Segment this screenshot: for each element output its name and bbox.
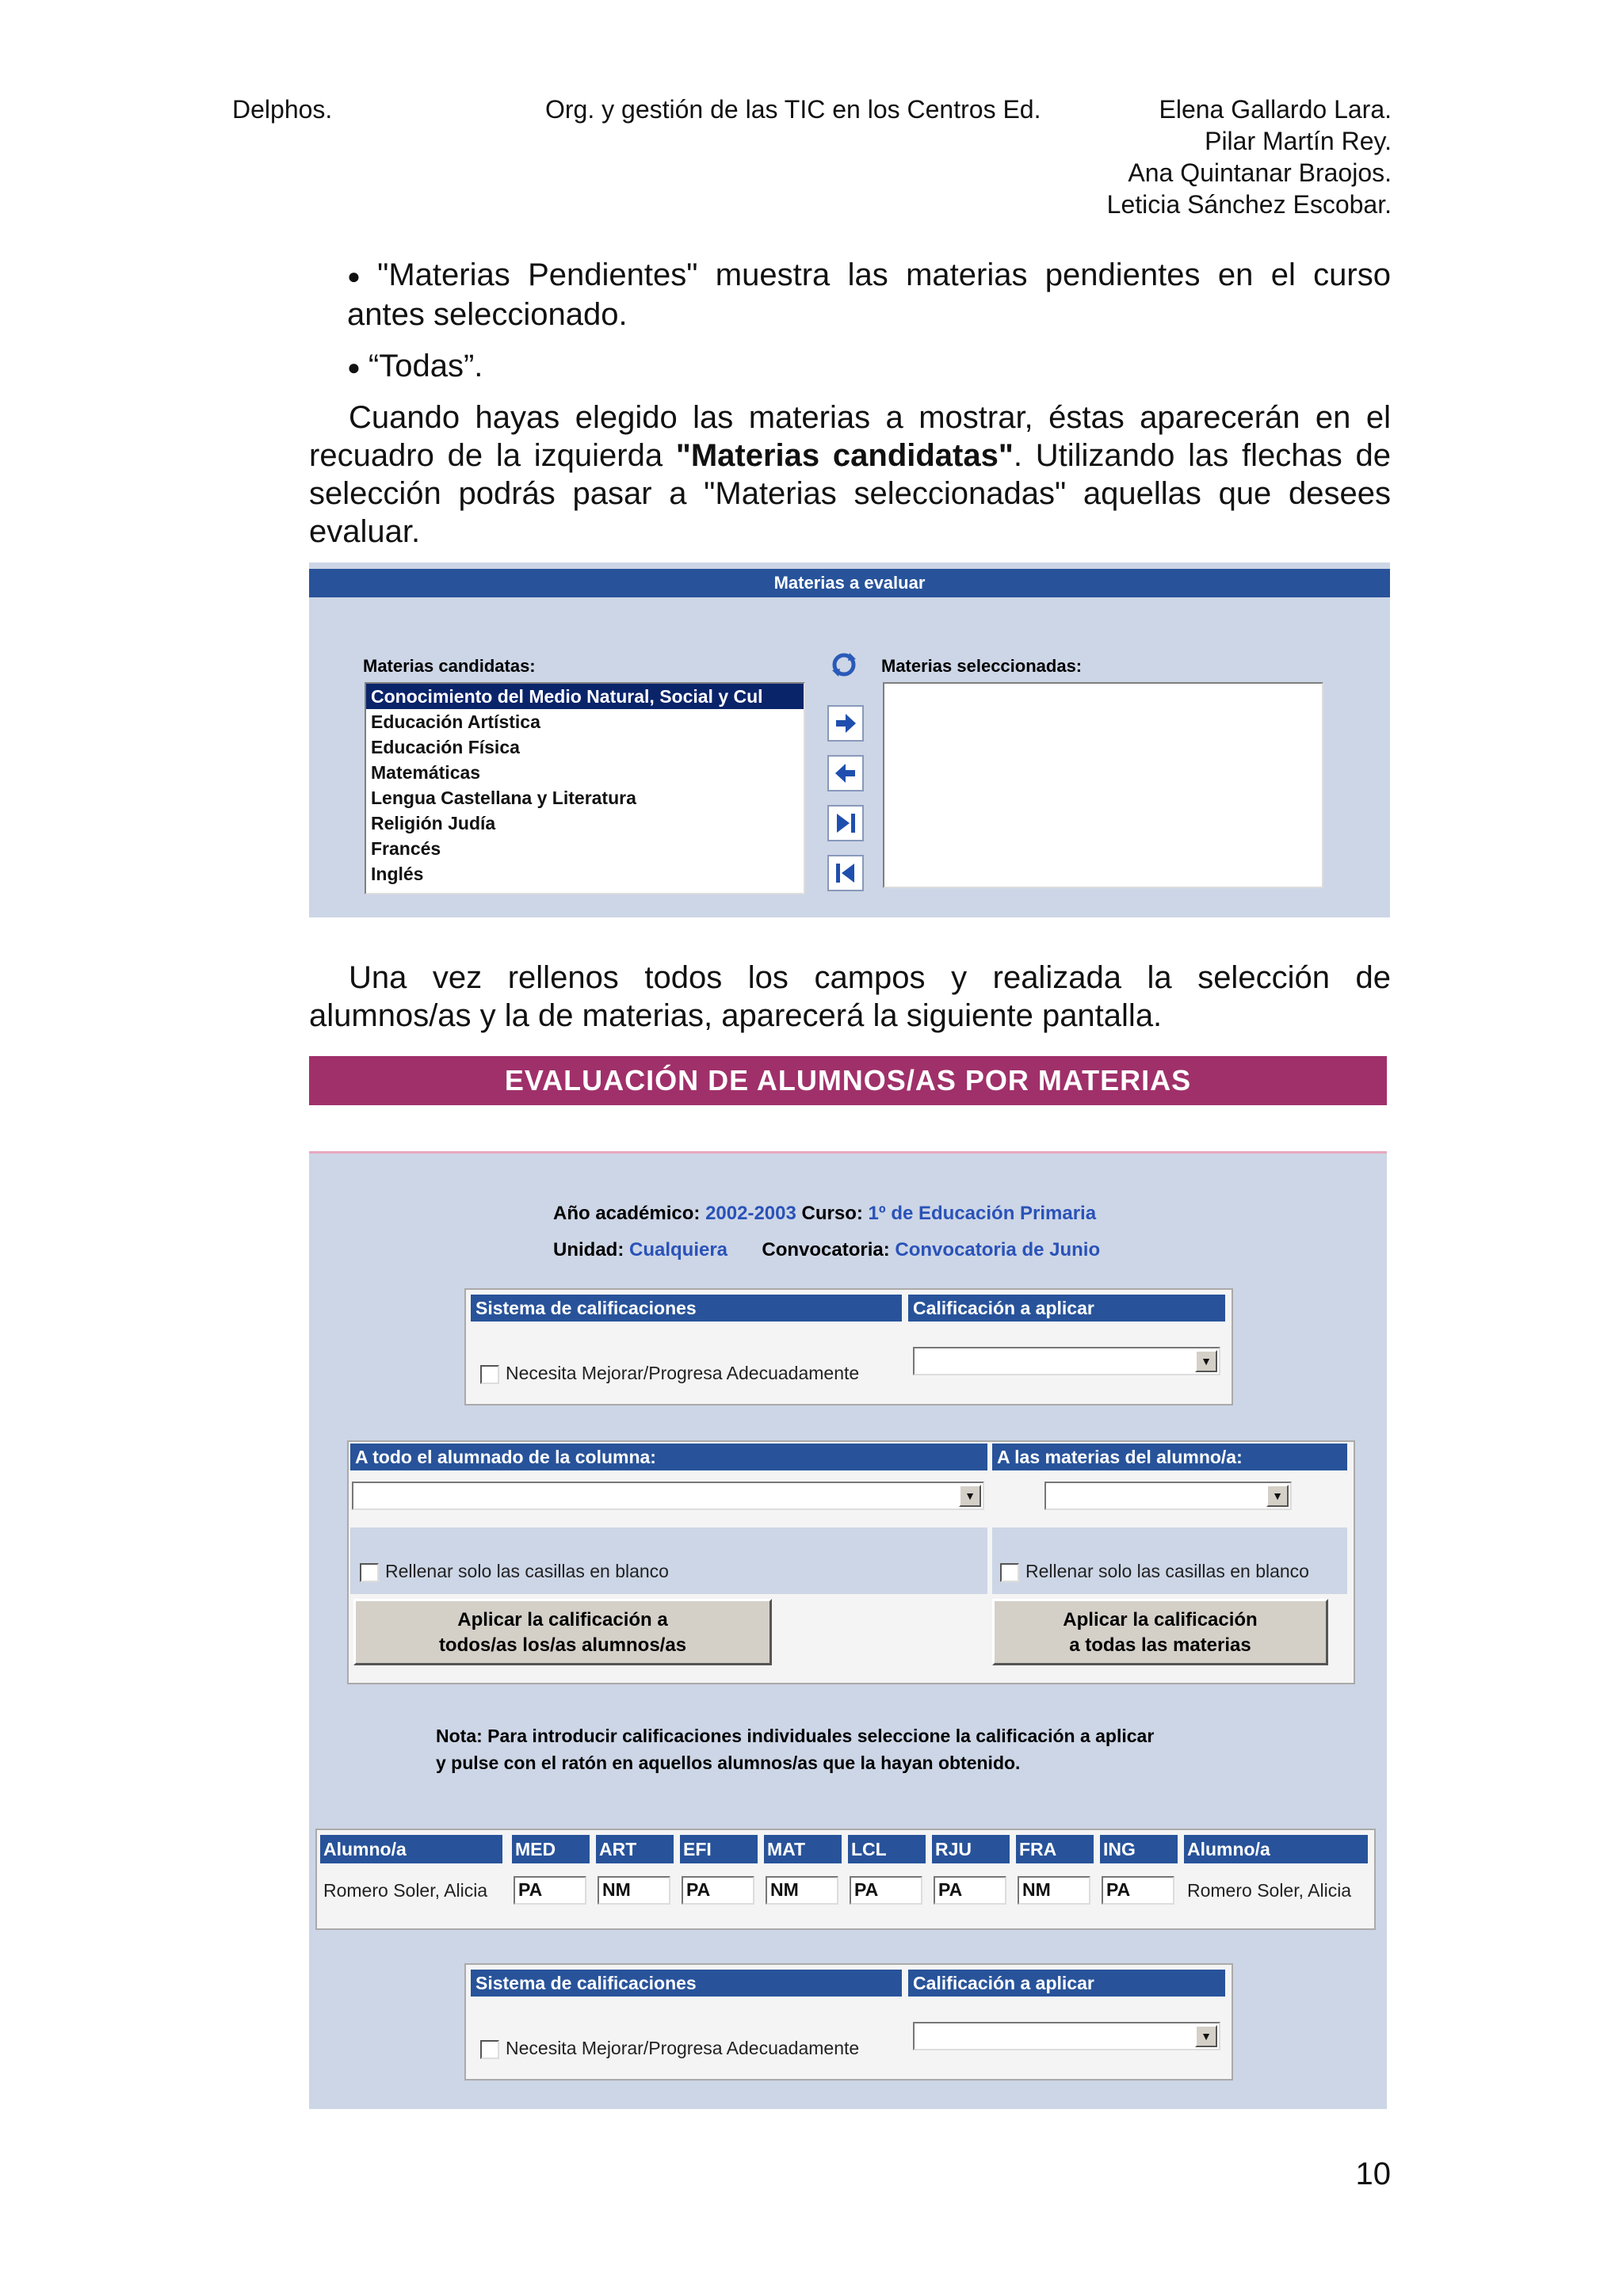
grid-header-lcl: LCL <box>848 1835 926 1863</box>
skip-left-icon <box>834 861 857 885</box>
columna-header: A todo el alumnado de la columna: <box>350 1444 987 1470</box>
chevron-down-icon[interactable]: ▼ <box>1195 2025 1217 2047</box>
info-row-2: Unidad: Cualquiera Convocatoria: Convocatoria de Junio <box>553 1239 1101 1261</box>
nota: Nota: Para introducir calificaciones individuales seleccione la calificación a aplicar y pulse con el ratón en aquellos alumnos/as que la hayan obtenido. <box>436 1726 1155 1773</box>
list-item[interactable]: Conocimiento del Medio Natural, Social y Cul <box>366 684 804 709</box>
grid-header-fra: FRA <box>1016 1835 1094 1863</box>
calificacion-select[interactable] <box>913 2022 1220 2050</box>
list-item[interactable]: Matemáticas <box>371 762 481 783</box>
info-row-1: Año académico: 2002-2003 Curso: 1º de Educación Primaria <box>553 1203 1097 1224</box>
columna-select[interactable] <box>352 1482 984 1510</box>
move-left-button[interactable] <box>827 755 864 791</box>
list-item[interactable]: Inglés <box>371 864 424 884</box>
panel-title: Materias a evaluar <box>309 569 1390 597</box>
aplicar-box <box>347 1440 1355 1684</box>
list-item[interactable]: Lengua Castellana y Literatura <box>371 788 636 808</box>
grade-efi[interactable]: PA <box>682 1876 754 1905</box>
sistema-header: Sistema de calificaciones <box>471 1970 902 1997</box>
move-all-right-button[interactable] <box>827 805 864 841</box>
calificaciones-grid <box>315 1829 1376 1930</box>
grid-header-alumno-right: Alumno/a <box>1184 1835 1368 1863</box>
grade-med[interactable]: PA <box>514 1876 586 1905</box>
header-left: Delphos. <box>232 95 333 124</box>
rellenar-alumno-checkbox-row[interactable]: Rellenar solo las casillas en blanco <box>1000 1561 1309 1582</box>
necesita-checkbox[interactable] <box>480 1365 499 1384</box>
sistema-calificaciones-box-bottom <box>464 1963 1233 2081</box>
grid-header-art: ART <box>596 1835 674 1863</box>
necesita-checkbox[interactable] <box>480 2040 499 2059</box>
necesita-checkbox-row[interactable]: Necesita Mejorar/Progresa Adecuadamente <box>480 1363 859 1384</box>
skip-right-icon <box>834 811 857 835</box>
evaluacion-title: EVALUACIÓN DE ALUMNOS/AS POR MATERIAS <box>309 1056 1387 1105</box>
arrow-right-icon <box>834 711 857 735</box>
student-name-right: Romero Soler, Alicia <box>1184 1871 1368 1909</box>
aplicar-materias-button[interactable]: Aplicar la calificación a todas las materias <box>992 1599 1328 1665</box>
grid-header-med: MED <box>512 1835 590 1863</box>
grid-header-efi: EFI <box>680 1835 758 1863</box>
candidatas-label: Materias candidatas: <box>363 656 536 676</box>
rellenar-columna-checkbox-row[interactable]: Rellenar solo las casillas en blanco <box>360 1561 669 1582</box>
bullet-todas: ● “Todas”. <box>347 349 483 383</box>
grade-rju[interactable]: PA <box>934 1876 1006 1905</box>
materias-a-evaluar-panel <box>309 563 1390 917</box>
rellenar-columna-checkbox[interactable] <box>360 1563 379 1582</box>
calificacion-header: Calificación a aplicar <box>908 1970 1225 1997</box>
evaluacion-screen <box>309 1056 1387 2107</box>
grade-mat[interactable]: NM <box>766 1876 838 1905</box>
list-item[interactable]: Educación Física <box>371 737 520 757</box>
grade-fra[interactable]: NM <box>1018 1876 1090 1905</box>
grid-header-ing: ING <box>1100 1835 1178 1863</box>
list-item[interactable]: Educación Artística <box>371 711 540 732</box>
paragraph-siguiente-pantalla: Una vez rellenos todos los campos y realizada la selección de alumnos/as y la de materias, aparecerá la siguiente pantalla. <box>309 960 1391 1033</box>
evaluacion-panel <box>309 1151 1387 2109</box>
chevron-down-icon[interactable]: ▼ <box>959 1485 981 1507</box>
author-2: Pilar Martín Rey. <box>1205 127 1392 155</box>
paragraph-materias-candidatas: Cuando hayas elegido las materias a mostrar, éstas aparecerán en el recuadro de la izquierda "Materias candidatas". Utilizando las flechas de selección podrás pasar a "Materias seleccionadas" aquellas que desees evaluar. <box>309 400 1392 549</box>
materias-alumno-select[interactable] <box>1044 1482 1292 1510</box>
grade-art[interactable]: NM <box>598 1876 670 1905</box>
arrow-left-icon <box>834 761 857 785</box>
header-authors <box>1107 93 1392 220</box>
materias-alumno-header: A las materias del alumno/a: <box>992 1444 1347 1470</box>
grade-lcl[interactable]: PA <box>850 1876 922 1905</box>
chevron-down-icon[interactable]: ▼ <box>1195 1350 1217 1372</box>
list-item[interactable]: Francés <box>371 838 441 859</box>
seleccionadas-listbox[interactable] <box>883 682 1323 888</box>
move-all-left-button[interactable] <box>827 855 864 891</box>
student-name: Romero Soler, Alicia <box>320 1871 506 1909</box>
header-course: Org. y gestión de las TIC en los Centros Ed. <box>545 95 1041 124</box>
grid-header-rju: RJU <box>932 1835 1010 1863</box>
sistema-header: Sistema de calificaciones <box>471 1295 902 1322</box>
grid-header-alumno: Alumno/a <box>320 1835 502 1863</box>
candidatas-listbox[interactable] <box>365 682 805 894</box>
seleccionadas-label: Materias seleccionadas: <box>881 656 1083 676</box>
necesita-checkbox-row[interactable]: Necesita Mejorar/Progresa Adecuadamente <box>480 2038 859 2059</box>
sistema-calificaciones-box-top <box>464 1288 1233 1405</box>
list-item[interactable]: Religión Judía <box>371 813 496 833</box>
refresh-icon[interactable] <box>829 650 859 680</box>
calificacion-select[interactable] <box>913 1347 1220 1375</box>
page-number: 10 <box>1355 2157 1391 2191</box>
grade-ing[interactable]: PA <box>1102 1876 1174 1905</box>
author-1: Elena Gallardo Lara. <box>1159 95 1392 124</box>
author-3: Ana Quintanar Braojos. <box>1128 158 1392 187</box>
calificacion-header: Calificación a aplicar <box>908 1295 1225 1322</box>
rellenar-alumno-checkbox[interactable] <box>1000 1563 1019 1582</box>
aplicar-todos-button[interactable]: Aplicar la calificación a todos/as los/as alumnos/as <box>353 1599 772 1665</box>
bullet-materias-pendientes: ● "Materias Pendientes" muestra las materias pendientes en el curso antes seleccionado. <box>347 257 1391 333</box>
author-4: Leticia Sánchez Escobar. <box>1106 190 1392 219</box>
move-right-button[interactable] <box>827 705 864 742</box>
chevron-down-icon[interactable]: ▼ <box>1266 1485 1289 1507</box>
grid-header-mat: MAT <box>764 1835 842 1863</box>
